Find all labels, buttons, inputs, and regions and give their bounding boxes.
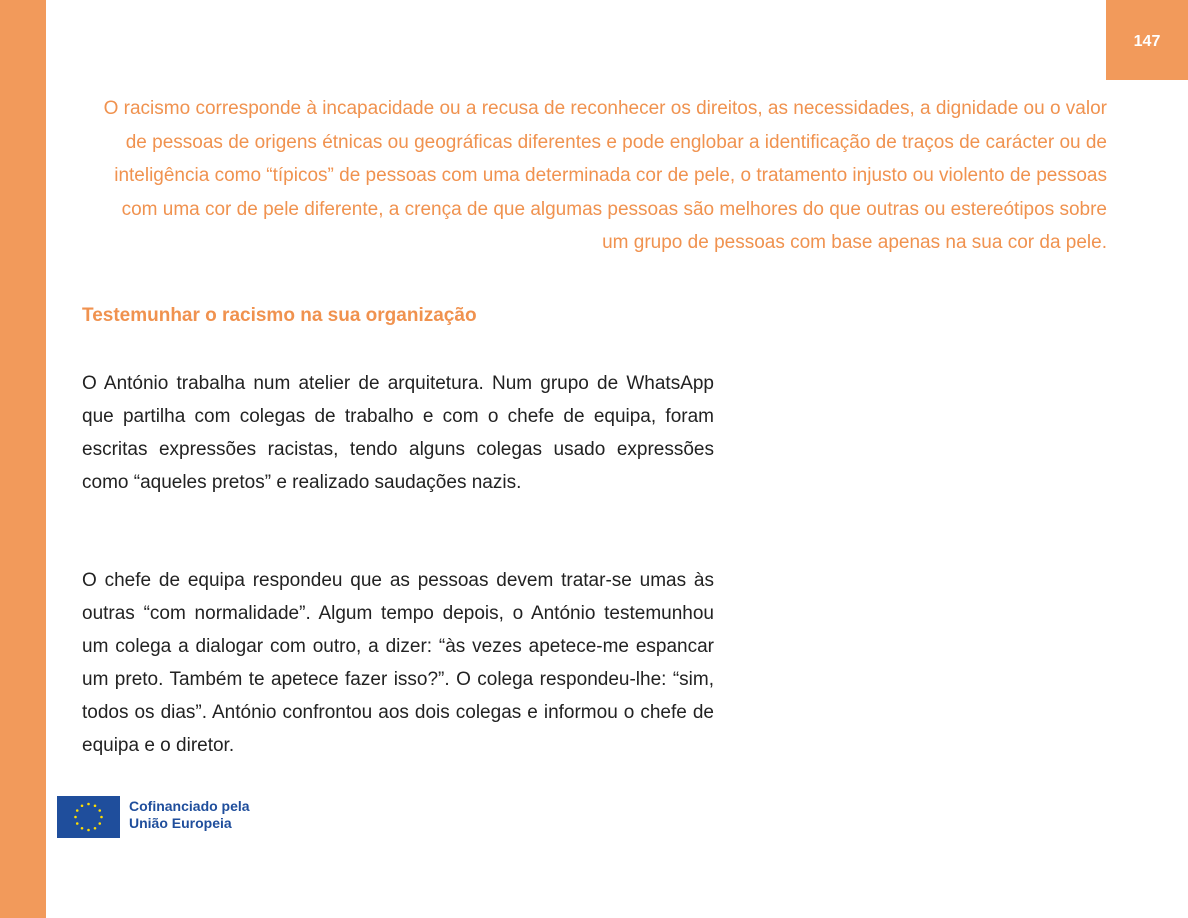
eu-star — [76, 809, 79, 812]
eu-star — [87, 829, 90, 832]
eu-star — [94, 804, 97, 807]
eu-star — [98, 809, 101, 812]
eu-cofunding-label — [129, 798, 250, 832]
eu-star — [81, 804, 84, 807]
eu-star — [94, 827, 97, 830]
page-number: 147 — [1133, 33, 1161, 50]
left-accent-bar — [0, 0, 46, 918]
racism-definition-quote: O racismo corresponde à incapacidade ou a recusa de reconhecer os direitos, as necessidades, a dignidade ou o valor de pessoas de origens étnicas ou geográficas diferentes e pode englobar a identificação de traços de carácter ou de inteligência como “típicos” de pessoas com uma determinada cor de pele, o tratamento injusto ou violento de pessoas com uma cor de pele diferente, a crença de que algumas pessoas são melhores do que outras ou estereótipos sobre um grupo de pessoas com base apenas na sua cor da pele. — [103, 98, 1107, 253]
eu-flag-icon — [57, 796, 120, 838]
eu-star — [81, 827, 84, 830]
paragraph-2: O chefe de equipa respondeu que as pessoas devem tratar-se umas às outras “com normalidade”. Algum tempo depois, o António testemunhou um colega a dialogar com outro, a dizer: “às vezes apetece-me espancar um preto. Também te apetece fazer isso?”. O colega respondeu-lhe: “sim, todos os dias”. António confrontou aos dois colegas e informou o chefe de equipa e o diretor. — [82, 570, 714, 756]
section-heading: Testemunhar o racismo na sua organização — [82, 305, 477, 326]
eu-star — [100, 816, 103, 819]
eu-cofunding-line-2: União Europeia — [129, 815, 232, 831]
eu-cofunding-line-1: Cofinanciado pela — [129, 798, 250, 814]
eu-star — [74, 816, 77, 819]
eu-star — [76, 822, 79, 825]
eu-star — [98, 822, 101, 825]
page-number-tab — [1106, 0, 1188, 80]
eu-star — [87, 803, 90, 806]
paragraph-1: O António trabalha num atelier de arquitetura. Num grupo de WhatsApp que partilha com colegas de trabalho e com o chefe de equipa, foram escritas expressões racistas, tendo alguns colegas usado expressões como “aqueles pretos” e realizado saudações nazis. — [82, 373, 714, 493]
